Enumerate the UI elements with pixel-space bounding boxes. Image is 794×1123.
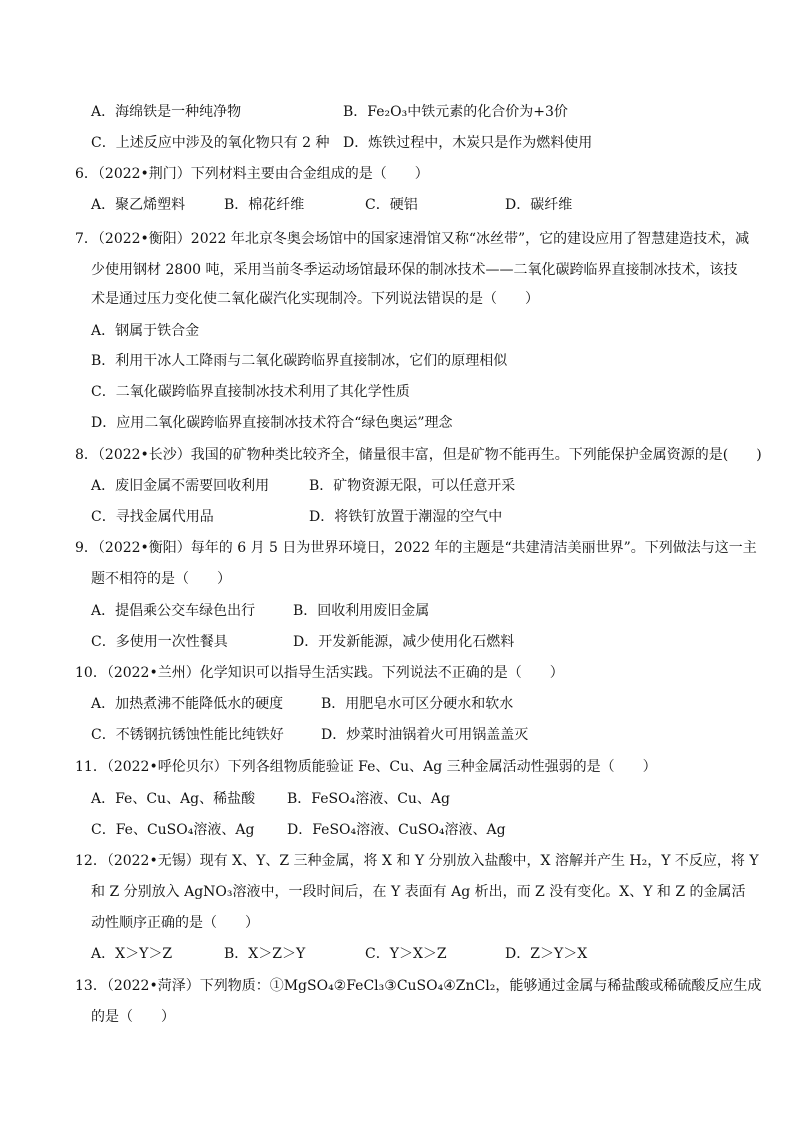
q8-option-c: C．寻找金属代用品: [91, 509, 214, 525]
q10-option-c: C．不锈钢抗锈蚀性能比纯铁好: [91, 727, 284, 743]
q6-option-d: D．碳纤维: [505, 197, 573, 213]
q7-option-b: B．利用干冰人工降雨与二氧化碳跨临界直接制冰，它们的原理相似: [91, 353, 508, 369]
q7-option-c-row: [0, 381, 794, 403]
q9-stem-line-1: [0, 537, 794, 559]
q7-option-d: D．应用二氧化碳跨临界直接制冰技术符合“绿色奥运”理念: [91, 415, 453, 431]
q11-stem: [0, 756, 794, 778]
q11-option-b: B．FeSO₄溶液、Cu、Ag: [287, 791, 451, 807]
question-stem-continued: 的是（ ）: [91, 1009, 175, 1025]
q12-stem-line-2: [0, 881, 794, 903]
q5-option-b: B．Fe₂O₃中铁元素的化合价为+3价: [343, 104, 568, 120]
q12-stem-line-3: [0, 912, 794, 934]
q11-option-d: D．FeSO₄溶液、CuSO₄溶液、Ag: [287, 822, 506, 838]
q6-options: [0, 194, 794, 216]
q11-options-row-2: [0, 819, 794, 841]
question-stem-continued: 少使用钢材 2800 吨，采用当前冬季运动场馆最环保的制冰技术——二氧化碳跨临界直接制冰技术，该技: [91, 262, 738, 278]
q8-options-row-2: [0, 506, 794, 528]
question-stem: 13．（2022•菏泽）下列物质：①MgSO₄②FeCl₃③CuSO₄④ZnCl₂，能够通过金属与稀盐酸或稀硫酸反应生成: [75, 978, 762, 994]
q9-option-c: C．多使用一次性餐具: [91, 634, 228, 650]
question-stem: 8．（2022•长沙）我国的矿物种类比较齐全，储量很丰富，但是矿物不能再生。下列能保护金属资源的是( ): [75, 447, 762, 463]
q8-stem: [0, 444, 794, 466]
question-stem: 7．（2022•衡阳）2022 年北京冬奥会场馆中的国家速滑馆又称“冰丝带”，它的建设应用了智慧建造技术，减: [75, 231, 750, 247]
q10-option-d: D．炒菜时油锅着火可用锅盖盖灭: [321, 727, 529, 743]
q5-option-c: C．上述反应中涉及的氧化物只有 2 种: [91, 135, 330, 151]
q12-options: [0, 943, 794, 965]
q10-options-row-1: [0, 693, 794, 715]
q7-option-b-row: [0, 350, 794, 372]
question-stem-continued: 题不相符的是（ ）: [91, 571, 231, 587]
q12-option-c: C．Y＞X＞Z: [365, 946, 447, 962]
q11-option-c: C．Fe、CuSO₄溶液、Ag: [91, 822, 255, 838]
q9-stem-line-2: [0, 568, 794, 590]
q11-option-a: A．Fe、Cu、Ag、稀盐酸: [91, 791, 256, 807]
q5-options-row-1: [0, 101, 794, 123]
q8-options-row-1: [0, 475, 794, 497]
q7-option-c: C．二氧化碳跨临界直接制冰技术利用了其化学性质: [91, 384, 410, 400]
q10-option-a: A．加热煮沸不能降低水的硬度: [91, 696, 284, 712]
q11-options-row-1: [0, 788, 794, 810]
q5-option-d: D．炼铁过程中，木炭只是作为燃料使用: [343, 135, 593, 151]
q8-option-a: A．废旧金属不需要回收利用: [91, 478, 270, 494]
q7-option-a: A．钢属于铁合金: [91, 323, 200, 339]
q12-option-b: B．X＞Z＞Y: [224, 946, 306, 962]
q5-options-row-2: [0, 132, 794, 154]
q7-option-d-row: [0, 412, 794, 434]
q10-option-b: B．用肥皂水可区分硬水和软水: [321, 696, 514, 712]
question-stem: 12．（2022•无锡）现有 X、Y、Z 三种金属，将 X 和 Y 分别放入盐酸中，X 溶解并产生 H₂，Y 不反应，将 Y: [75, 853, 759, 869]
question-stem: 9．（2022•衡阳）每年的 6 月 5 日为世界环境日，2022 年的主题是“共建清洁美丽世界”。下列做法与这一主: [75, 540, 757, 556]
q12-option-d: D．Z＞Y＞X: [505, 946, 588, 962]
question-stem: 6．（2022•荆门）下列材料主要由合金组成的是（ ）: [75, 166, 429, 182]
q8-option-b: B．矿物资源无限，可以任意开采: [309, 478, 516, 494]
q7-option-a-row: [0, 320, 794, 342]
q7-stem-line-3: [0, 288, 794, 310]
question-stem-continued: 动性顺序正确的是（ ）: [91, 915, 259, 931]
q10-options-row-2: [0, 724, 794, 746]
q9-option-d: D．开发新能源，减少使用化石燃料: [293, 634, 515, 650]
q10-stem: [0, 662, 794, 684]
question-stem: 10．（2022•兰州）化学知识可以指导生活实践。下列说法不正确的是（ ）: [75, 665, 564, 681]
q9-options-row-1: [0, 600, 794, 622]
q5-option-a: A．海绵铁是一种纯净物: [91, 104, 242, 120]
q6-option-b: B．棉花纤维: [224, 197, 305, 213]
question-stem-continued: 和 Z 分别放入 AgNO₃溶液中，一段时间后，在 Y 表面有 Ag 析出，而 Z 没有变化。X、Y 和 Z 的金属活: [91, 884, 746, 900]
q12-stem-line-1: [0, 850, 794, 872]
q7-stem-line-1: [0, 228, 794, 250]
q9-options-row-2: [0, 631, 794, 653]
q6-stem: [0, 163, 794, 185]
question-stem-continued: 术是通过压力变化使二氧化碳汽化实现制冷。下列说法错误的是（ ）: [91, 291, 539, 307]
question-stem: 11．（2022•呼伦贝尔）下列各组物质能验证 Fe、Cu、Ag 三种金属活动性强弱的是（ ）: [75, 759, 657, 775]
q7-stem-line-2: [0, 259, 794, 281]
q8-option-d: D．将铁钉放置于潮湿的空气中: [309, 509, 503, 525]
q13-stem-line-2: [0, 1006, 794, 1028]
q6-option-a: A．聚乙烯塑料: [91, 197, 186, 213]
q9-option-b: B．回收利用废旧金属: [293, 603, 430, 619]
q13-stem-line-1: [0, 975, 794, 997]
q6-option-c: C．硬铝: [365, 197, 418, 213]
q9-option-a: A．提倡乘公交车绿色出行: [91, 603, 256, 619]
q12-option-a: A．X＞Y＞Z: [91, 946, 173, 962]
